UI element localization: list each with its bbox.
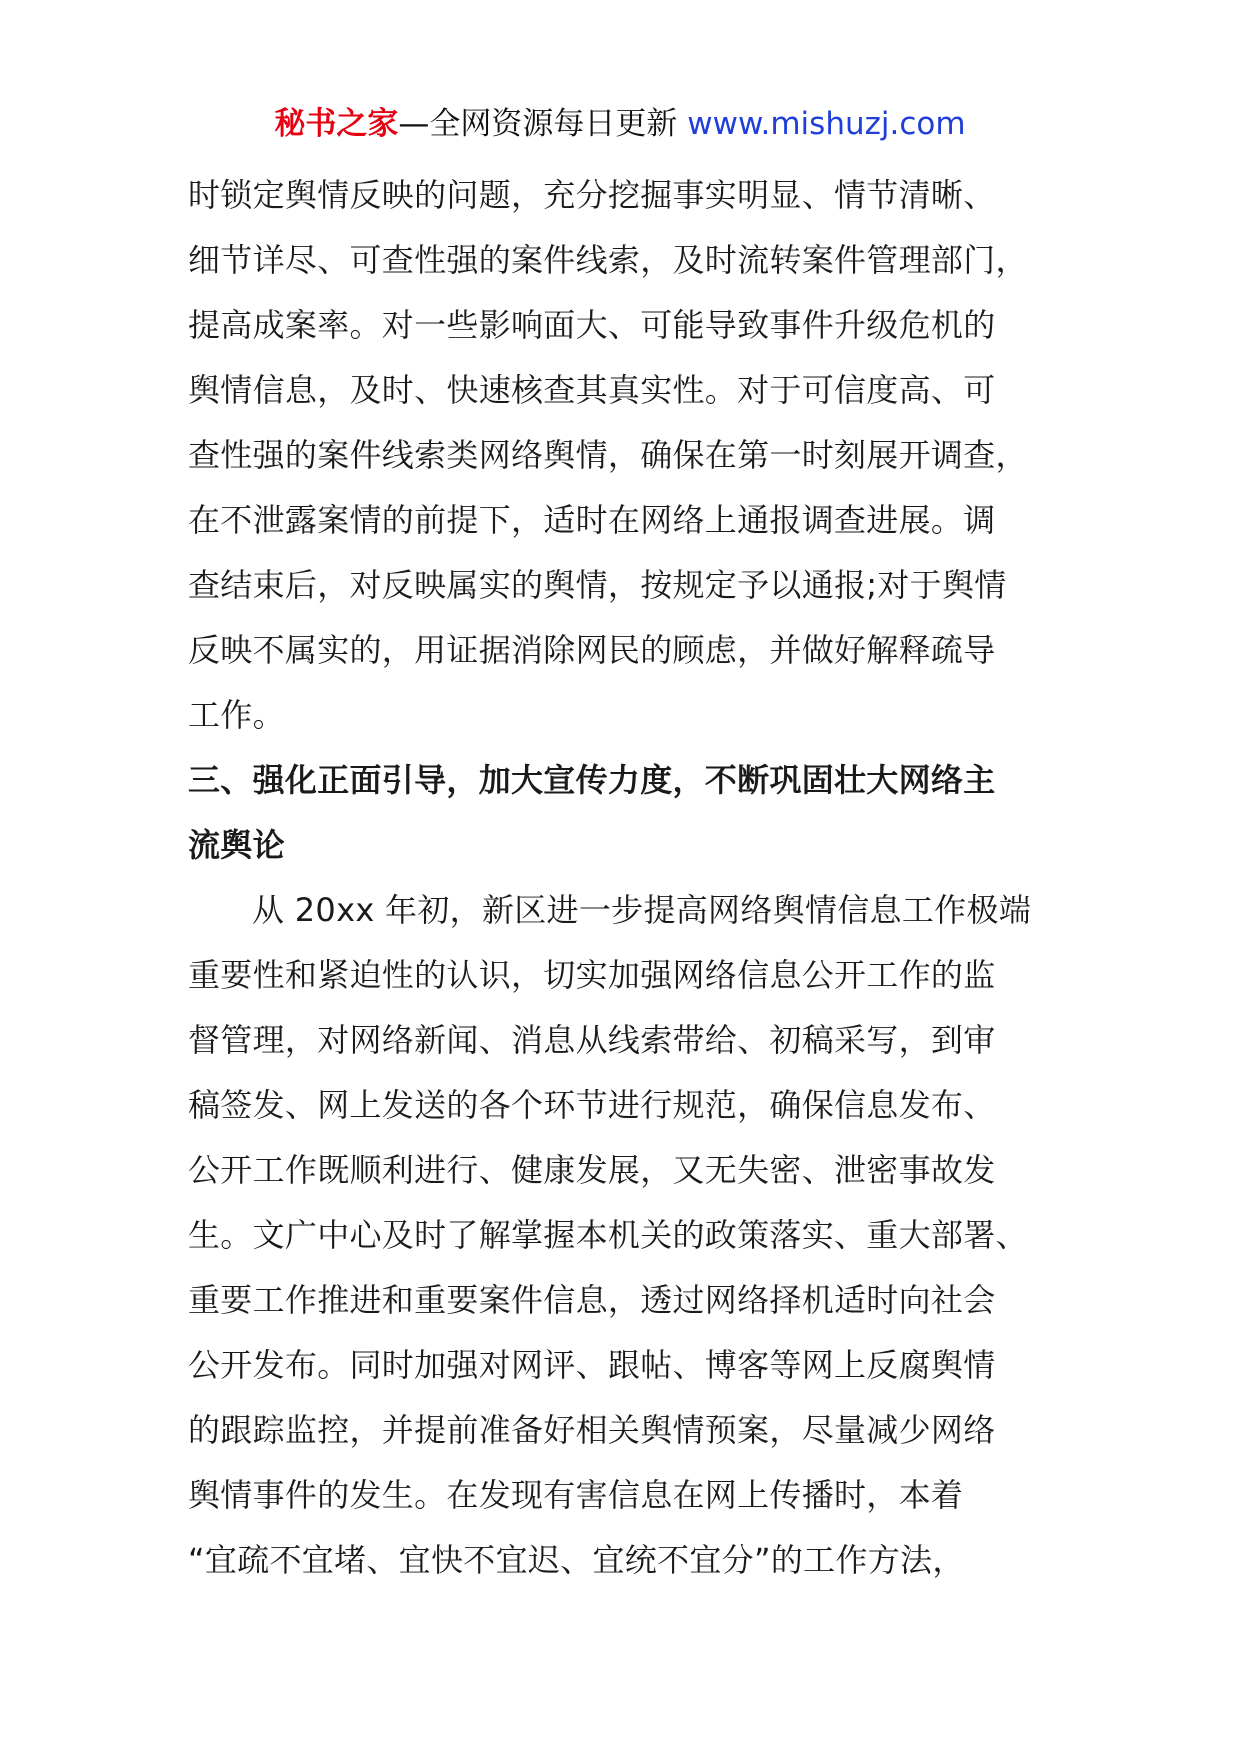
text-line: 公开发布。同时加强对网评、跟帖、博客等网上反腐舆情 — [188, 1346, 996, 1384]
text-line: 查结束后，对反映属实的舆情，按规定予以通报;对于舆情 — [188, 566, 1007, 604]
text-line: 督管理，对网络新闻、消息从线索带给、初稿采写，到审 — [188, 1021, 996, 1059]
text-line: 在不泄露案情的前提下，适时在网络上通报调查进展。调 — [188, 501, 996, 539]
text-line: 公开工作既顺利进行、健康发展，又无失密、泄密事故发 — [188, 1151, 996, 1189]
text-line: 生。文广中心及时了解掌握本机关的政策落实、重大部署、 — [188, 1216, 1028, 1254]
section-heading-line: 流舆论 — [188, 826, 285, 864]
text-line: 重要工作推进和重要案件信息，透过网络择机适时向社会 — [188, 1281, 996, 1319]
header-url-link[interactable]: www.mishuzj.com — [687, 106, 966, 142]
text-line: 工作。 — [188, 696, 285, 734]
header-slogan: —全网资源每日更新 — [398, 106, 678, 142]
page-header — [0, 100, 1240, 148]
text-line: “宜疏不宜堵、宜快不宜迟、宜统不宜分”的工作方法， — [188, 1541, 965, 1579]
text-line: 的跟踪监控，并提前准备好相关舆情预案，尽量减少网络 — [188, 1411, 996, 1449]
text-line: 时锁定舆情反映的问题，充分挖掘事实明显、情节清晰、 — [188, 176, 996, 214]
section-heading-line: 三、强化正面引导，加大宣传力度，不断巩固壮大网络主 — [188, 761, 996, 799]
text-line: 从 20xx 年初，新区进一步提高网络舆情信息工作极端 — [252, 891, 1032, 929]
text-line: 稿签发、网上发送的各个环节进行规范，确保信息发布、 — [188, 1086, 996, 1124]
text-line: 反映不属实的，用证据消除网民的顾虑，并做好解释疏导 — [188, 631, 996, 669]
text-line: 舆情信息，及时、快速核查其真实性。对于可信度高、可 — [188, 371, 996, 409]
text-line: 舆情事件的发生。在发现有害信息在网上传播时，本着 — [188, 1476, 964, 1514]
text-line: 细节详尽、可查性强的案件线索，及时流转案件管理部门， — [188, 241, 1028, 279]
text-line: 查性强的案件线索类网络舆情，确保在第一时刻展开调查， — [188, 436, 1028, 474]
header-brand: 秘书之家 — [274, 106, 399, 142]
text-line: 提高成案率。对一些影响面大、可能导致事件升级危机的 — [188, 306, 996, 344]
text-line: 重要性和紧迫性的认识，切实加强网络信息公开工作的监 — [188, 956, 996, 994]
document-body — [188, 163, 1058, 1593]
